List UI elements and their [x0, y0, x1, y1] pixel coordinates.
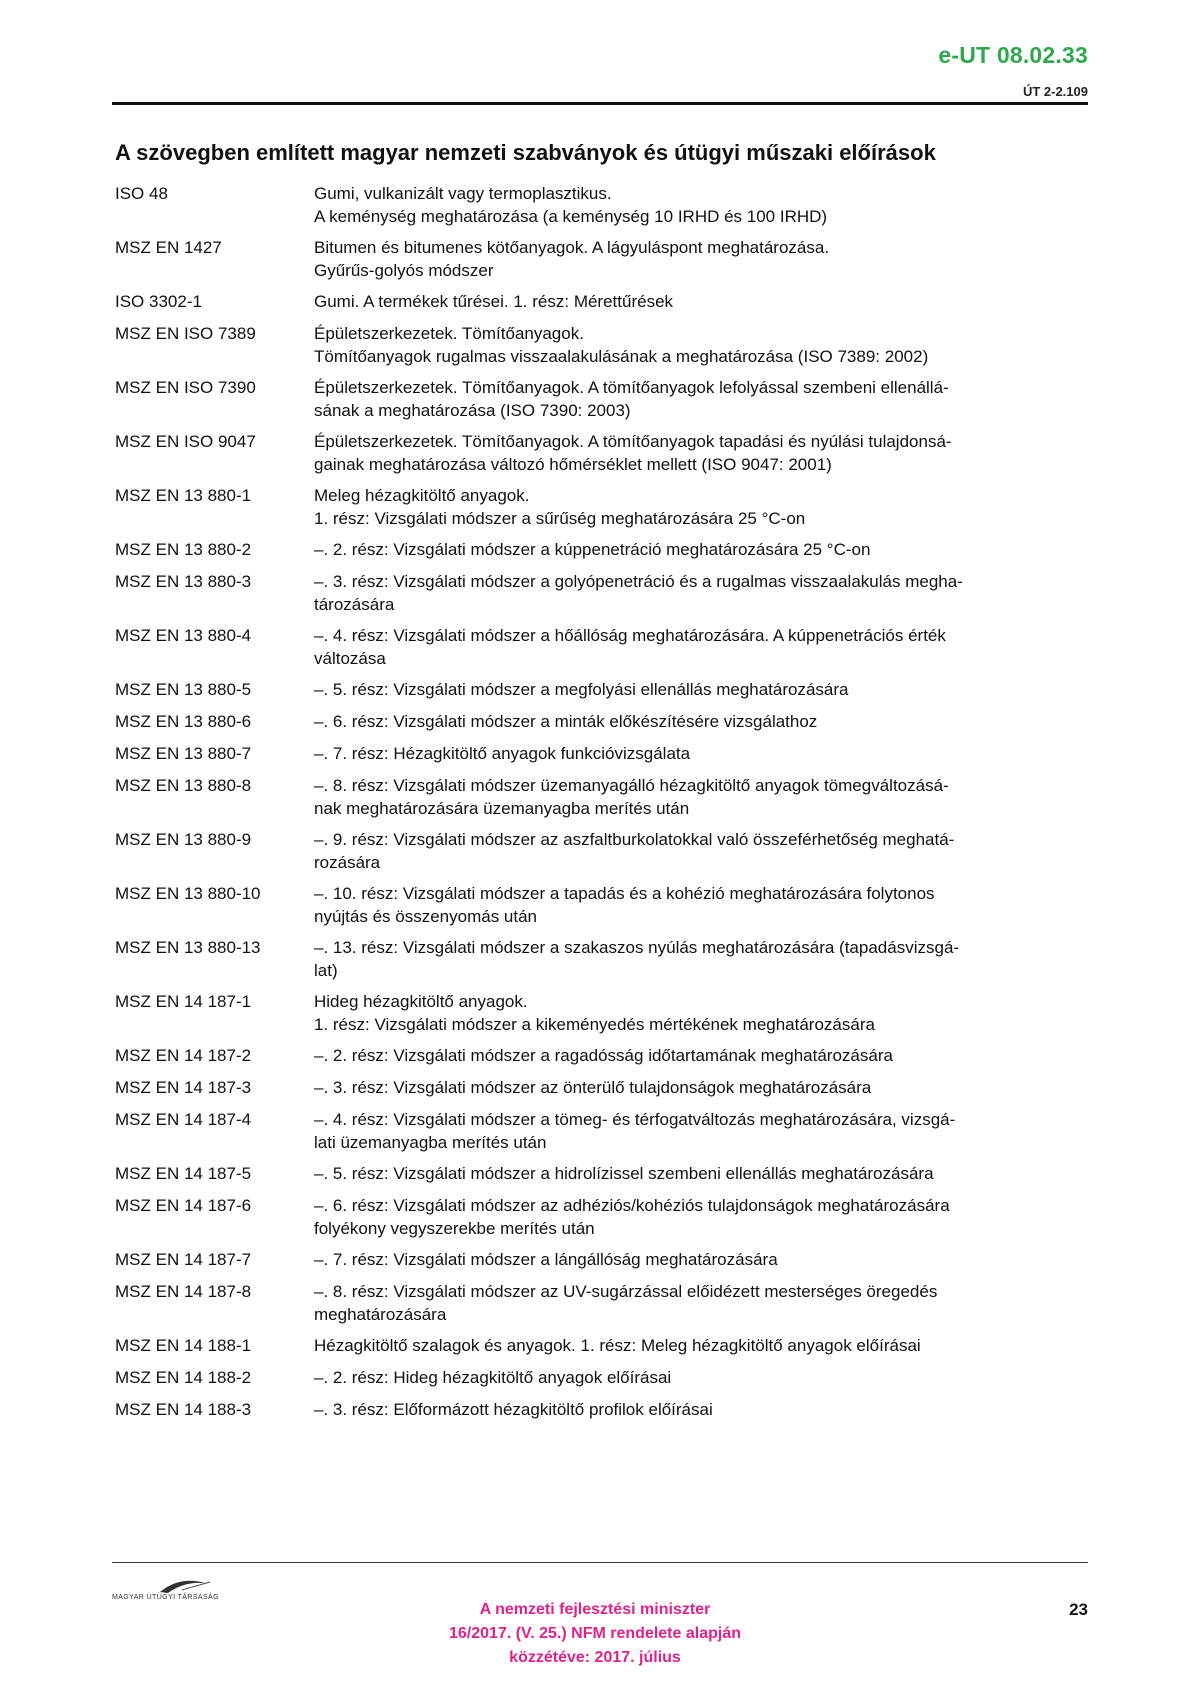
standard-title: Hideg hézagkitöltő anyagok. 1. rész: Vizsgálati módszer a kikeményedés mértékének meghatározására — [314, 992, 875, 1034]
standard-title: –. 3. rész: Vizsgálati módszer a golyópenetráció és a rugalmas visszaalakulás megha- tározására — [314, 572, 963, 614]
standard-row — [115, 1162, 1090, 1194]
standard-row — [115, 936, 1090, 990]
standard-code: MSZ EN 14 187-1 — [115, 992, 252, 1011]
standard-title: Meleg hézagkitöltő anyagok. 1. rész: Vizsgálati módszer a sűrűség meghatározására 25 °C-on — [314, 486, 806, 528]
standard-row — [115, 1334, 1090, 1366]
standard-row — [115, 1076, 1090, 1108]
standard-title: –. 4. rész: Vizsgálati módszer a hőállóság meghatározására. A kúppenetrációs érték változása — [314, 626, 946, 668]
standard-code: MSZ EN 14 187-2 — [115, 1046, 252, 1065]
standard-code: MSZ EN 14 187-6 — [115, 1196, 252, 1215]
standard-code: MSZ EN 13 880-7 — [115, 744, 252, 763]
footer-divider — [112, 1562, 1088, 1563]
standard-code: MSZ EN 13 880-2 — [115, 540, 252, 559]
standard-row — [115, 1280, 1090, 1334]
standard-row — [115, 570, 1090, 624]
standard-code: MSZ EN 14 187-8 — [115, 1282, 252, 1301]
standard-title: –. 10. rész: Vizsgálati módszer a tapadás és a kohézió meghatározására folytonos nyújtás és összenyomás után — [314, 884, 935, 926]
standard-row — [115, 290, 1090, 322]
header-divider — [112, 102, 1088, 105]
standard-code: MSZ EN 14 187-4 — [115, 1110, 252, 1129]
standard-code: MSZ EN 13 880-9 — [115, 830, 252, 849]
standard-code: MSZ EN 13 880-4 — [115, 626, 252, 645]
notice-line-3: közzétéve: 2017. július — [509, 1649, 681, 1666]
standard-code: MSZ EN 13 880-1 — [115, 486, 252, 505]
standard-title: Gumi. A termékek tűrései. 1. rész: Mérettűrések — [314, 292, 674, 311]
publication-notice — [300, 1598, 890, 1670]
standard-title: –. 2. rész: Hideg hézagkitöltő anyagok előírásai — [314, 1368, 672, 1387]
standard-row — [115, 624, 1090, 678]
page-number: 23 — [1069, 1600, 1088, 1619]
standard-title: –. 2. rész: Vizsgálati módszer a kúppenetráció meghatározására 25 °C-on — [314, 540, 871, 559]
standard-code: MSZ EN 14 188-2 — [115, 1368, 252, 1387]
standard-code: MSZ EN ISO 7389 — [115, 324, 256, 343]
notice-line-1: A nemzeti fejlesztési miniszter — [479, 1601, 711, 1618]
standard-code: MSZ EN 13 880-8 — [115, 776, 252, 795]
standard-title: –. 8. rész: Vizsgálati módszer üzemanyagálló hézagkitöltő anyagok tömegváltozásá- nak meghatározására üzemanyagba merítés után — [314, 776, 949, 818]
standard-row — [115, 1194, 1090, 1248]
magyar-utugyi-tarsasag-logo — [112, 1578, 262, 1608]
standard-code: MSZ EN ISO 9047 — [115, 432, 256, 451]
standard-code: MSZ EN 13 880-13 — [115, 938, 261, 957]
standard-code: MSZ EN 13 880-3 — [115, 572, 252, 591]
standard-title: –. 9. rész: Vizsgálati módszer az aszfaltburkolatokkal való összeférhetőség meghatá- rozására — [314, 830, 955, 872]
document-code: e-UT 08.02.33 — [938, 42, 1088, 68]
standard-title: Épületszerkezetek. Tömítőanyagok. Tömítőanyagok rugalmas visszaalakulásának a meghatározása (ISO 7389: 2002) — [314, 324, 929, 366]
standard-code: MSZ EN 14 187-3 — [115, 1078, 252, 1097]
standard-row — [115, 1044, 1090, 1076]
standard-title: –. 3. rész: Előformázott hézagkitöltő profilok előírásai — [314, 1400, 713, 1419]
standard-code: MSZ EN 14 188-1 — [115, 1336, 252, 1355]
standard-code: MSZ EN ISO 7390 — [115, 378, 256, 397]
standard-title: –. 7. rész: Vizsgálati módszer a lángállóság meghatározására — [314, 1250, 778, 1269]
standard-title: Épületszerkezetek. Tömítőanyagok. A tömítőanyagok tapadási és nyúlási tulajdonsá- gainak meghatározása változó hőmérséklet mellett (ISO 9047: 2001) — [314, 432, 952, 474]
standard-row — [115, 710, 1090, 742]
notice-line-2: 16/2017. (V. 25.) NFM rendelete alapján — [449, 1625, 741, 1642]
standard-code: MSZ EN 14 187-5 — [115, 1164, 252, 1183]
standard-row — [115, 430, 1090, 484]
standard-code: MSZ EN 14 187-7 — [115, 1250, 252, 1269]
standard-title: –. 13. rész: Vizsgálati módszer a szakaszos nyúlás meghatározására (tapadásvizsgá- lat) — [314, 938, 960, 980]
standard-row — [115, 742, 1090, 774]
standard-row — [115, 1398, 1090, 1430]
standard-title: Épületszerkezetek. Tömítőanyagok. A tömítőanyagok lefolyással szembeni ellenállá- sának a meghatározása (ISO 7390: 2003) — [314, 378, 949, 420]
standard-title: –. 3. rész: Vizsgálati módszer az önterülő tulajdonságok meghatározására — [314, 1078, 872, 1097]
standard-row — [115, 774, 1090, 828]
logo-text: MAGYAR ÚTÜGYI TÁRSASÁG — [112, 1594, 219, 1601]
standard-row — [115, 182, 1090, 236]
standard-code: MSZ EN 14 188-3 — [115, 1400, 252, 1419]
standard-row — [115, 882, 1090, 936]
standard-code: MSZ EN 13 880-5 — [115, 680, 252, 699]
standard-title: –. 8. rész: Vizsgálati módszer az UV-sugárzással előidézett mesterséges öregedés meghatározására — [314, 1282, 938, 1324]
standard-row — [115, 322, 1090, 376]
standard-title: –. 6. rész: Vizsgálati módszer az adhéziós/kohéziós tulajdonságok meghatározására folyékony vegyszerekbe merítés után — [314, 1196, 950, 1238]
standards-list — [115, 182, 1090, 1430]
standard-row — [115, 236, 1090, 290]
standard-code: MSZ EN 13 880-10 — [115, 884, 261, 903]
standard-title: –. 2. rész: Vizsgálati módszer a ragadósság időtartamának meghatározására — [314, 1046, 893, 1065]
standard-title: Hézagkitöltő szalagok és anyagok. 1. rész: Meleg hézagkitöltő anyagok előírásai — [314, 1336, 921, 1355]
standard-row — [115, 538, 1090, 570]
standard-row — [115, 376, 1090, 430]
standard-row — [115, 990, 1090, 1044]
standard-code: ISO 3302-1 — [115, 292, 202, 311]
standard-row — [115, 828, 1090, 882]
standard-code: ISO 48 — [115, 184, 168, 203]
standard-title: Gumi, vulkanizált vagy termoplasztikus. A keménység meghatározása (a keménység 10 IRHD és 100 IRHD) — [314, 184, 828, 226]
standard-title: –. 4. rész: Vizsgálati módszer a tömeg- és térfogatváltozás meghatározására, vizsgá- lati üzemanyagba merítés után — [314, 1110, 956, 1152]
standard-row — [115, 1248, 1090, 1280]
standard-title: –. 6. rész: Vizsgálati módszer a minták előkészítésére vizsgálathoz — [314, 712, 818, 731]
document-subcode: ÚT 2-2.109 — [1022, 84, 1088, 99]
section-title: A szövegben említett magyar nemzeti szabványok és útügyi műszaki előírások — [115, 140, 936, 165]
standard-title: –. 7. rész: Hézagkitöltő anyagok funkcióvizsgálata — [314, 744, 691, 763]
standard-title: –. 5. rész: Vizsgálati módszer a megfolyási ellenállás meghatározására — [314, 680, 849, 699]
standard-row — [115, 1366, 1090, 1398]
standard-row — [115, 484, 1090, 538]
standard-code: MSZ EN 13 880-6 — [115, 712, 252, 731]
standard-row — [115, 678, 1090, 710]
standard-title: –. 5. rész: Vizsgálati módszer a hidrolízissel szembeni ellenállás meghatározására — [314, 1164, 934, 1183]
standard-title: Bitumen és bitumenes kötőanyagok. A lágyuláspont meghatározása. Gyűrűs-golyós módszer — [314, 238, 830, 280]
standard-code: MSZ EN 1427 — [115, 238, 222, 257]
standard-row — [115, 1108, 1090, 1162]
